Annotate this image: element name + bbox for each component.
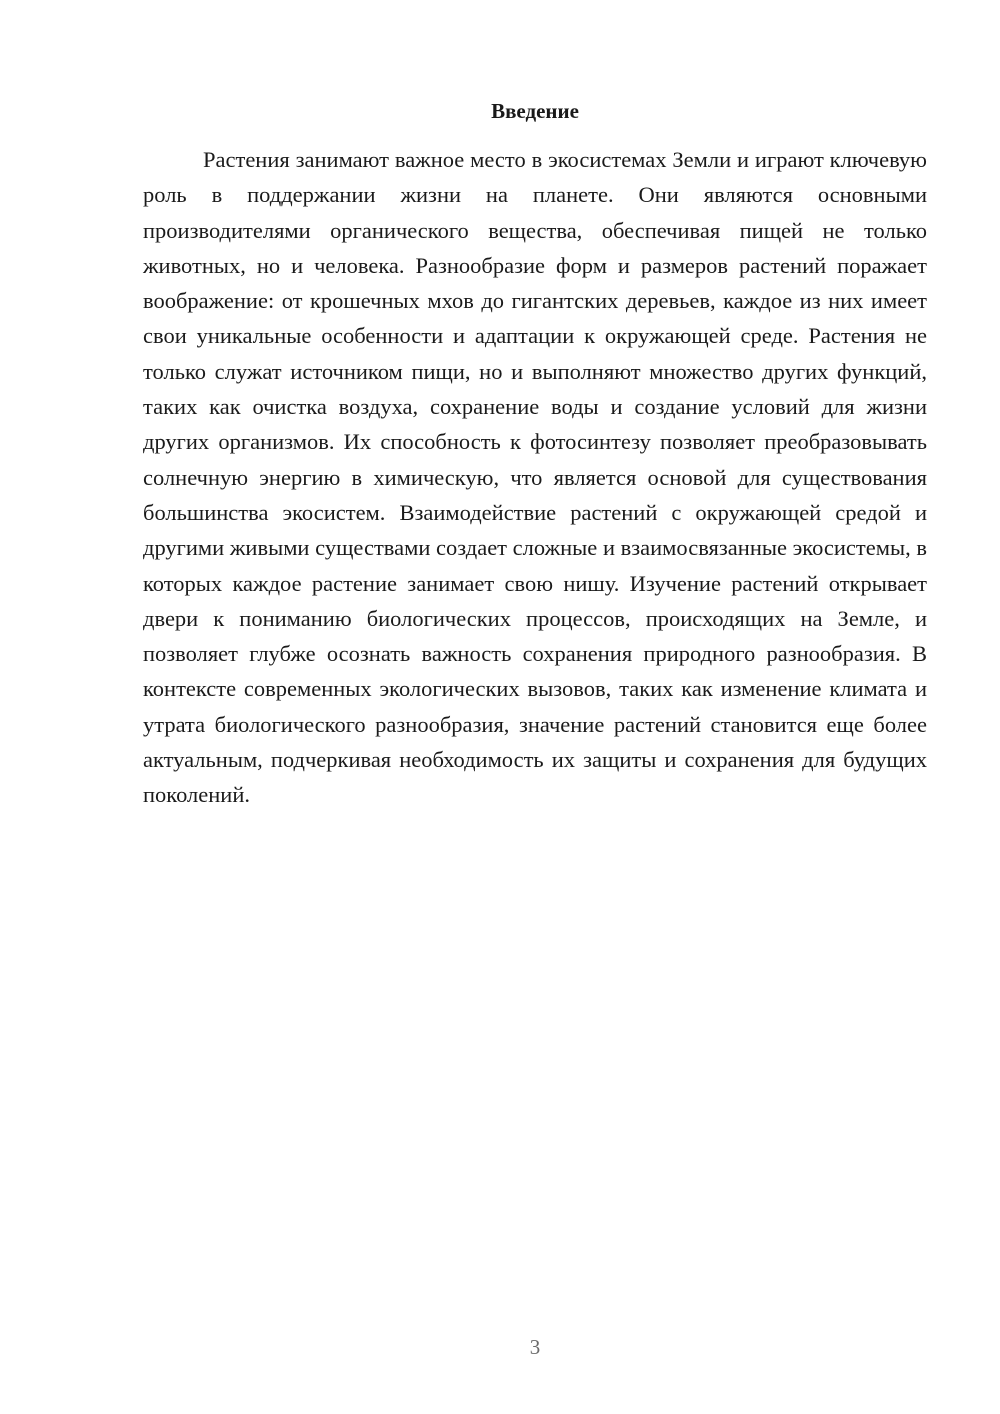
body-paragraph: Растения занимают важное место в экосистемах Земли и играют ключевую роль в поддержании жизни на планете. Они являются основными производителями органического вещества, обеспечивая пищей не только животных, но и человека. Разнообразие форм и размеров растений поражает воображение: от крошечных мхов до гигантских деревьев, каждое из них имеет свои уникальные особенности и адаптации к окружающей среде. Растения не только служат источником пищи, но и выполняют множество других функций, таких как очистка воздуха, сохранение воды и создание условий для жизни других организмов. Их способность к фотосинтезу позволяет преобразовывать солнечную энергию в химическую, что является основой для существования большинства экосистем. Взаимодействие растений с окружающей средой и другими живыми существами создает сложные и взаимосвязанные экосистемы, в которых каждое растение занимает свою нишу. Изучение растений открывает двери к пониманию биологических процессов, происходящих на Земле, и позволяет глубже осознать важность сохранения природного разнообразия. В контексте современных экологических вызовов, таких как изменение климата и утрата биологического разнообразия, значение растений становится еще более актуальным, подчеркивая необходимость их защиты и сохранения для будущих поколений. bbox=[143, 147, 927, 808]
page-number: 3 bbox=[529, 1335, 541, 1359]
section-heading: Введение bbox=[491, 99, 579, 123]
